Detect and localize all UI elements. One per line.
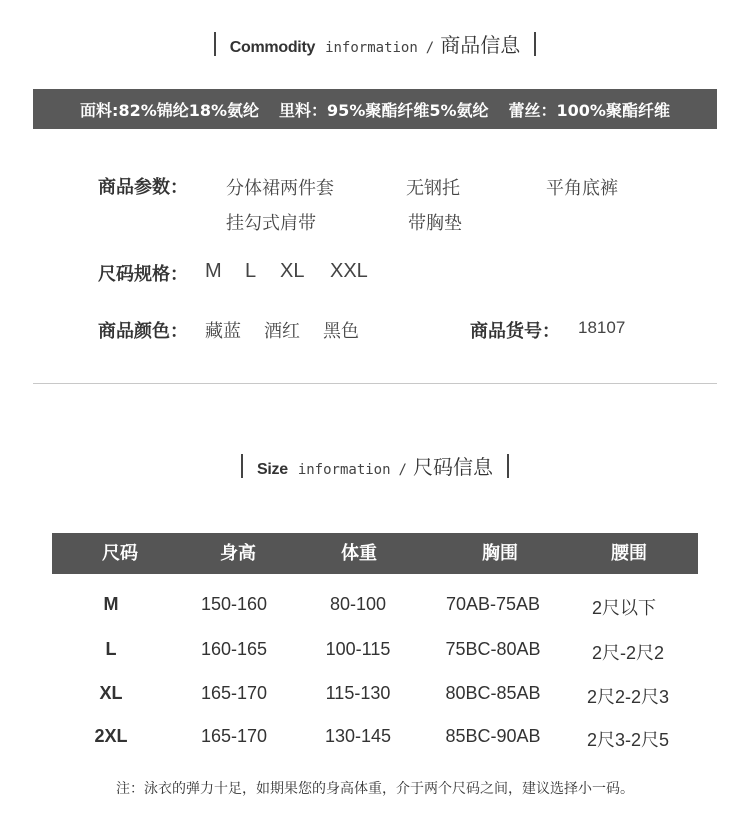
table-cell: 80-100 <box>329 594 387 614</box>
fabric-banner <box>33 89 717 129</box>
table-cell: L <box>105 639 117 659</box>
header-title-en: Size <box>257 461 288 478</box>
header-title-cn: 尺码信息 <box>412 455 493 479</box>
color-option: 酒红 <box>264 321 300 342</box>
table-cell: 150-160 <box>200 594 268 614</box>
size-section-header <box>0 451 750 480</box>
table-cell: 85BC-90AB <box>445 726 541 746</box>
table-cell: 2尺3-2尺5 <box>586 730 670 750</box>
header-subtitle-en: information <box>297 462 391 478</box>
header-slash: / <box>398 462 407 478</box>
table-cell: 2尺-2尺2 <box>591 643 665 663</box>
color-option: 藏蓝 <box>205 321 241 342</box>
header-slash: / <box>425 40 435 56</box>
col-header-waist: 腰围 <box>611 543 647 564</box>
fabric-face: 面料:82%锦纶18%氨纶 <box>80 100 260 120</box>
col-header-height: 身高 <box>220 543 256 564</box>
size-note: 注：泳衣的弹力十足，如期果您的身高体重，介于两个尺码之间，建议选择小一码。 <box>116 781 634 797</box>
table-cell: 100-115 <box>325 639 391 659</box>
table-cell: 130-145 <box>324 726 392 746</box>
section-divider <box>33 383 717 384</box>
item-no-label: 商品货号： <box>470 321 560 342</box>
param-item: 带胸垫 <box>408 213 462 234</box>
size-option: XXL <box>330 260 368 282</box>
size-option: L <box>245 260 257 282</box>
item-no-value: 18107 <box>578 318 626 337</box>
header-subtitle-en: information <box>325 40 418 56</box>
size-table-header <box>52 533 698 574</box>
table-cell: 115-130 <box>325 683 391 703</box>
commodity-section-header <box>0 29 750 58</box>
table-cell: 2XL <box>94 726 128 746</box>
param-item: 平角底裤 <box>546 178 618 199</box>
table-cell: 165-170 <box>200 726 268 746</box>
header-title-en: Commodity <box>229 39 316 56</box>
table-cell: XL <box>99 683 123 703</box>
color-option: 黑色 <box>323 321 359 342</box>
table-cell: 80BC-85AB <box>445 683 541 703</box>
col-header-size: 尺码 <box>102 543 138 564</box>
params-label: 商品参数： <box>98 177 188 198</box>
size-option: M <box>205 260 222 282</box>
table-cell: 160-165 <box>200 639 268 659</box>
header-right-bar <box>534 32 536 56</box>
table-cell: 70AB-75AB <box>445 594 541 614</box>
table-cell: 2尺以下 <box>591 598 657 618</box>
param-item: 分体裙两件套 <box>226 178 334 199</box>
fabric-lace: 蕾丝：100%聚酯纤维 <box>508 100 670 120</box>
header-title-cn: 商品信息 <box>440 33 521 57</box>
param-item: 挂勾式肩带 <box>226 213 316 234</box>
table-cell: 75BC-80AB <box>445 639 541 659</box>
table-cell: 2尺2-2尺3 <box>586 687 670 707</box>
table-cell: 165-170 <box>200 683 268 703</box>
table-cell: M <box>103 594 119 614</box>
fabric-lining: 里料：95%聚酯纤维5%氨纶 <box>279 100 489 120</box>
colors-label: 商品颜色： <box>98 321 188 342</box>
col-header-weight: 体重 <box>341 543 377 564</box>
param-item: 无钢托 <box>406 178 460 199</box>
size-option: XL <box>280 260 305 282</box>
header-right-bar <box>507 454 509 478</box>
col-header-bust: 胸围 <box>482 543 518 564</box>
size-spec-label: 尺码规格： <box>98 264 188 285</box>
